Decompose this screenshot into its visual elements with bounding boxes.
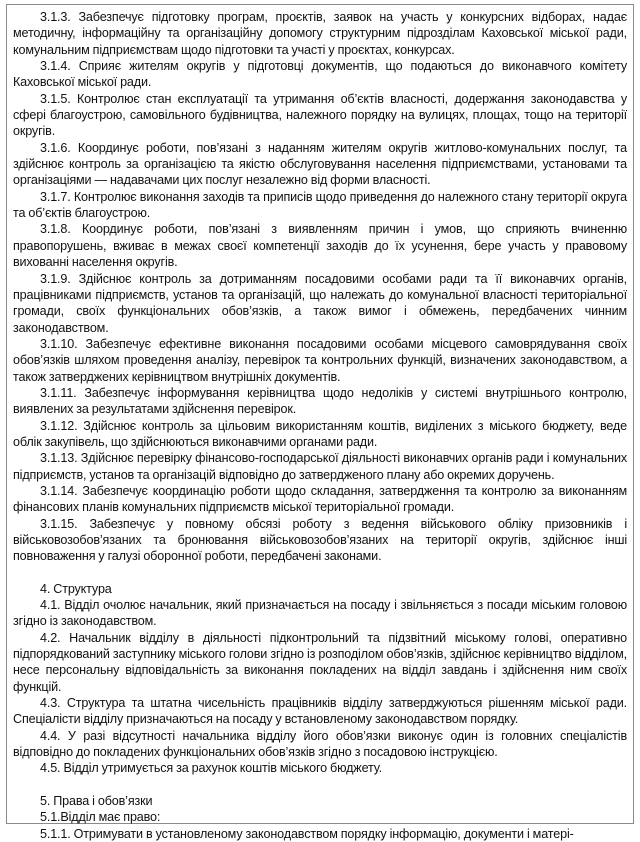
paragraph-3-1-8: 3.1.8. Координує роботи, пов’язані з виявленням причин і умов, що сприяють вчиненню правопорушень, вживає в межах своєї компетенції заходів до їх усунення, бере участь у правовому вихованні населення округів.	[13, 222, 627, 270]
paragraph-4-1: 4.1. Відділ очолює начальник, який призначається на посаду і звільняється з посади міським головою згідно із законодавством.	[13, 598, 627, 629]
paragraph-3-1-5: 3.1.5. Контролює стан експлуатації та утримання об’єктів власності, додержання законодавства у сфері благоустрою, самовільного будівництва, належного порядку на вулицях, площах, тощо на території округів.	[13, 91, 627, 139]
section-spacer	[13, 777, 627, 793]
paragraph-3-1-4: 3.1.4. Сприяє жителям округів у підготовці документів, що подаються до виконавчого комітету Каховської міської ради.	[13, 59, 627, 90]
paragraph-4-2: 4.2. Начальник відділу в діяльності підконтрольний та підзвітний міському голові, оперативно підпорядкований заступнику міського голови згідно із розподілом обов’язків, здійснює керівництво відділом, несе персональну відповідальність за виконання покладених на відділ завдань і здійснення ним своїх функцій.	[13, 630, 627, 694]
paragraph-3-1-13: 3.1.13. Здійснює перевірку фінансово-господарської діяльності виконавчих органів ради і комунальних підприємств, установ та організацій відповідно до затвердженого плану або окремих доручень.	[13, 451, 627, 482]
paragraph-3-1-9: 3.1.9. Здійснює контроль за дотриманням посадовими особами ради та її виконавчих органів, працівниками підприємств, установ та організацій, що належать до комунальної власності територіальної громади, своїх функціональних обов’язків, а також вимог і обмежень, передбачених чинним законодавством.	[13, 271, 627, 335]
paragraph-4-3: 4.3. Структура та штатна чисельність працівників відділу затверджуються рішенням міської ради. Спеціалісти відділу призначаються на посаду у встановленому законодавством порядку.	[13, 696, 627, 727]
paragraph-5-1: 5.1.Відділ має право:	[40, 810, 161, 825]
section-spacer	[13, 565, 627, 581]
paragraph-3-1-6: 3.1.6. Координує роботи, пов’язані з наданням жителям округів житлово-комунальних послуг, та здійснює контроль за організацією та якістю обслуговування населення підприємствами, установами та організаціями — надавачами цих послуг незалежно від форми власності.	[13, 140, 627, 188]
paragraph-3-1-7: 3.1.7. Контролює виконання заходів та приписів щодо приведення до належного стану території округа та об’єктів благоустрою.	[13, 189, 627, 221]
paragraph-4-5: 4.5. Відділ утримується за рахунок коштів міського бюджету.	[40, 761, 383, 776]
section-5-heading: 5. Права і обов’язки	[40, 793, 153, 808]
section-4-heading: 4. Структура	[40, 581, 112, 596]
section-5	[13, 793, 627, 842]
paragraph-3-1-11: 3.1.11. Забезпечує інформування керівництва щодо недоліків у системі внутрішнього контролю, виявлених за результатами здійснення перевірок.	[13, 385, 627, 417]
paragraph-3-1-10: 3.1.10. Забезпечує ефективне виконання посадовими особами місцевого самоврядування своїх обов’язків шляхом проведення аналізу, перевірок та контрольних функцій, визначених законодавством, а також затверджених керівництвом внутрішніх документів.	[13, 336, 627, 384]
section-3-list	[13, 9, 627, 565]
paragraph-4-4: 4.4. У разі відсутності начальника відділу його обов’язки виконує один із головних спеціалістів відповідно до покладених функціональних обов’язків згідно з посадовою інструкцією.	[13, 728, 627, 760]
document-page	[6, 4, 634, 841]
section-4	[13, 581, 627, 777]
paragraph-3-1-14: 3.1.14. Забезпечує координацію роботи щодо складання, затвердження та контролю за виконанням фінансових планів комунальних підприємств міської територіальної громади.	[13, 483, 627, 515]
paragraph-5-1-1: 5.1.1. Отримувати в установленому законодавством порядку інформацію, документи і матері-	[40, 826, 574, 841]
paragraph-3-1-3: 3.1.3. Забезпечує підготовку програм, проєктів, заявок на участь у конкурсних відборах, надає методичну, інформаційну та організаційну допомогу структурним підрозділам Каховської міської ради, комунальним підприємствам щодо підготовки та участі у проєктах, конкурсах.	[13, 10, 627, 57]
paragraph-3-1-12: 3.1.12. Здійснює контроль за цільовим використанням коштів, виділених з міського бюджету, веде облік закупівель, що здійснюються виконавчими органами ради.	[13, 418, 627, 449]
paragraph-3-1-15: 3.1.15. Забезпечує у повному обсязі роботу з ведення військового обліку призовників і військовозобов’язаних та бронювання військовозобов’язаних на території округів, здійснює інші повноваження у галузі оборонної роботи, передбачені законами.	[13, 516, 627, 564]
